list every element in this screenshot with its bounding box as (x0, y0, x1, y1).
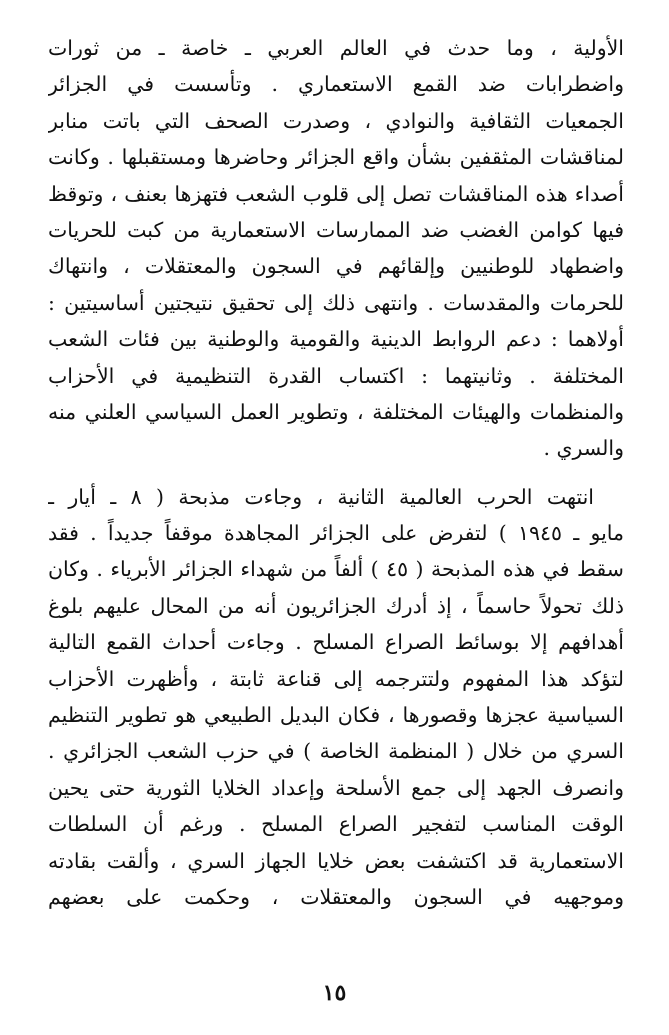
text-line: السياسية عجزها وقصورها ، فكان البديل الطبيعي هو تطوير التنظيم (48, 703, 624, 728)
text-line: الأولية ، وما حدث في العالم العربي ـ خاصة ـ من ثورات (48, 36, 624, 60)
text-line: لمناقشات المثقفين بشأن واقع الجزائر وحاضرها ومستقبلها . وكانت (48, 145, 624, 170)
text-line: مايو ـ ١٩٤٥ ) لتفرض على الجزائر المجاهدة موقفاً جديداً . فقد (48, 521, 624, 546)
text-line: وموجهيه في السجون والمعتقلات ، وحكمت على بعضهم (48, 884, 624, 909)
page-body (48, 30, 624, 915)
text-line: والمنظمات والهيئات المختلفة ، وتطوير العمل السياسي العلني منه (48, 399, 624, 424)
paragraph-2 (48, 479, 624, 916)
text-line: المختلفة . وثانيتهما : اكتساب القدرة التنظيمية في الأحزاب (48, 363, 624, 388)
text-line: الوقت المناسب لتفجير الصراع المسلح . ورغم أن السلطات (48, 812, 624, 837)
text-line: أصداء هذه المناقشات تصل إلى قلوب الشعب فتهزها بعنف ، وتوقظ (48, 181, 624, 206)
text-line: أولاهما : دعم الروابط الدينية والقومية والوطنية بين فئات الشعب (48, 327, 624, 352)
text-line: والسري . (543, 436, 624, 461)
text-line: السري من خلال ( المنظمة الخاصة ) في حزب الشعب الجزائري . (48, 739, 624, 764)
text-line: أهدافهم إلا بوسائط الصراع المسلح . وجاءت أحداث القمع التالية (48, 630, 624, 655)
text-line: وانصرف الجهد إلى جمع الأسلحة وإعداد الخلايا الثورية حتى يحين (48, 775, 624, 800)
page-number: ١٥ (322, 980, 347, 1006)
text-line: واضطهاد للوطنيين وإلقائهم في السجون والمعتقلات ، وانتهاك (48, 254, 624, 279)
text-line: لتؤكد هذا المفهوم ولتترجمه إلى قناعة ثابتة ، وأظهرت الأحزاب (48, 666, 624, 691)
text-line: للحرمات والمقدسات . وانتهى ذلك إلى تحقيق نتيجتين أساسيتين : (48, 290, 624, 315)
text-line: الاستعمارية قد اكتشفت بعض خلايا الجهاز السري ، وألقت بقادته (48, 848, 624, 873)
text-line: الجمعيات الثقافية والنوادي ، وصدرت الصحف التي باتت منابر (48, 108, 624, 133)
text-line: واضطرابات ضد القمع الاستعماري . وتأسست في الجزائر (48, 72, 624, 97)
text-line: ذلك تحولاً حاسماً ، إذ أدرك الجزائريون أنه من المحال عليهم بلوغ (48, 593, 624, 618)
text-line: سقط في هذه المذبحة ( ٤٥ ) ألفاً من شهداء الجزائر الأبرياء . وكان (48, 557, 624, 582)
paragraph-1 (48, 30, 624, 467)
text-line: انتهت الحرب العالمية الثانية ، وجاءت مذبحة ( ٨ ـ أيار ـ (48, 484, 595, 509)
text-line: فيها كوامن الغضب ضد الممارسات الاستعمارية من كبت للحريات (48, 217, 624, 242)
